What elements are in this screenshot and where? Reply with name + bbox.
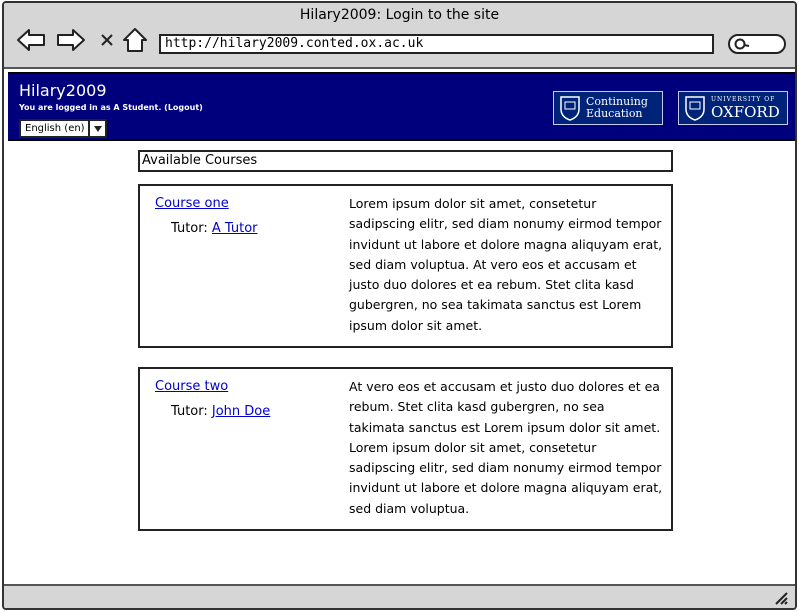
logo-ce-line1: Continuing bbox=[586, 95, 648, 108]
oxford-logo[interactable] bbox=[678, 91, 788, 125]
window-title: Hilary2009: Login to the site bbox=[299, 7, 500, 23]
tutor-label: Tutor: bbox=[171, 221, 212, 236]
language-select[interactable] bbox=[19, 119, 107, 138]
course-summary: At vero eos et accusam et justo duo dolores et ea rebum. Stet clita kasd gubergren, no sea takimata sanctus est Lorem ipsum dolor sit amet. Lorem ipsum dolor sit amet, consetetur sadipscing elitr, sed diam nonumy eirmod tempor invidunt ut labore et dolore magna aliquyam erat, sed diam voluptua. bbox=[349, 379, 663, 516]
forward-arrow-icon[interactable] bbox=[56, 25, 86, 55]
logo-ox-big: OXFORD bbox=[711, 103, 780, 121]
close-x-icon[interactable] bbox=[92, 25, 122, 55]
user-name[interactable]: A Student bbox=[113, 103, 159, 112]
language-selected: English (en) bbox=[25, 123, 85, 134]
search-icon bbox=[733, 37, 751, 51]
resize-grip-icon[interactable] bbox=[773, 591, 789, 605]
course-link[interactable]: Course two bbox=[155, 379, 229, 394]
tutor-line bbox=[171, 221, 258, 236]
status-bar bbox=[4, 584, 795, 608]
login-info bbox=[19, 103, 203, 112]
course-summary: Lorem ipsum dolor sit amet, consetetur sadipscing elitr, sed diam nonumy eirmod tempor invidunt ut labore et dolore magna aliquyam erat, sed diam voluptua. At vero eos et accusam et justo duo dolores et ea rebum. Stet clita kasd gubergren, no sea takimata sanctus est Lorem ipsum dolor sit amet. bbox=[349, 196, 663, 333]
tutor-label: Tutor: bbox=[171, 404, 212, 419]
continuing-education-logo[interactable] bbox=[553, 91, 663, 125]
browser-chrome bbox=[4, 3, 795, 69]
crest-icon bbox=[559, 95, 581, 121]
url-input[interactable]: http://hilary2009.conted.ox.ac.uk bbox=[159, 34, 714, 54]
logo-ox-small: UNIVERSITY OF bbox=[711, 96, 776, 103]
available-courses-heading: Available Courses bbox=[138, 150, 673, 172]
logged-in-suffix: . bbox=[158, 103, 165, 112]
site-header bbox=[8, 72, 795, 141]
site-name[interactable]: Hilary2009 bbox=[19, 81, 107, 100]
course-card bbox=[138, 184, 673, 348]
back-arrow-icon[interactable] bbox=[16, 25, 46, 55]
home-icon[interactable] bbox=[120, 25, 150, 55]
course-card bbox=[138, 367, 673, 531]
browser-window bbox=[2, 1, 797, 610]
logout-link[interactable]: (Logout) bbox=[164, 103, 203, 112]
logo-ce-line2: Education bbox=[586, 107, 643, 120]
tutor-link[interactable]: John Doe bbox=[211, 404, 271, 419]
search-box[interactable] bbox=[728, 34, 786, 54]
chevron-down-icon[interactable] bbox=[88, 121, 105, 136]
tutor-line bbox=[171, 404, 270, 419]
course-link[interactable]: Course one bbox=[155, 196, 229, 211]
logged-in-prefix: You are logged in as bbox=[19, 103, 114, 112]
tutor-link[interactable]: A Tutor bbox=[211, 221, 258, 236]
crest-icon bbox=[684, 95, 706, 121]
